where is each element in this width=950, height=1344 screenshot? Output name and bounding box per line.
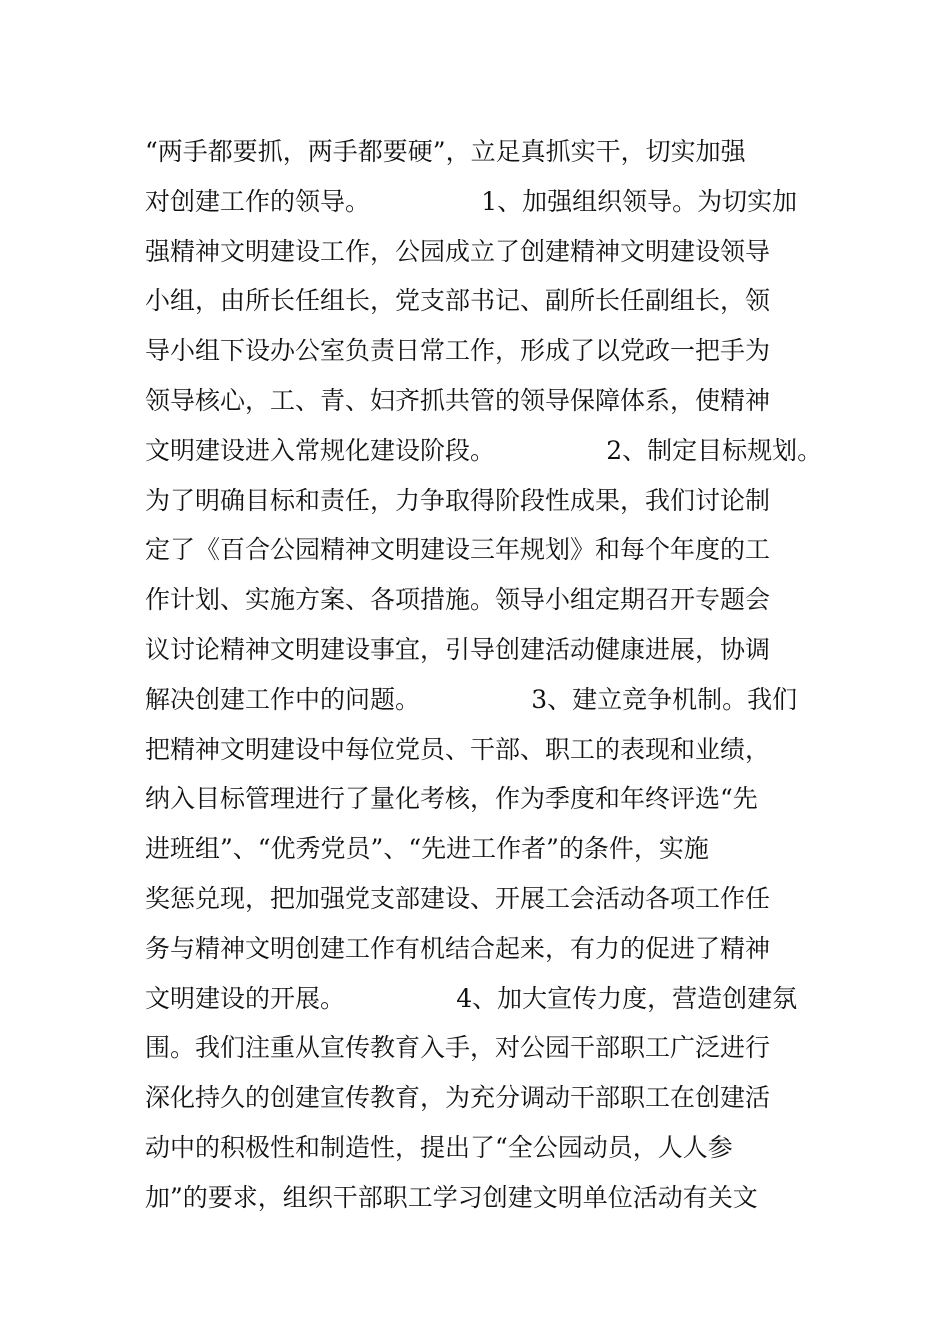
text-line: 文明建设的开展。 4、加大宣传力度，营造创建氛 [145,983,798,1013]
text-line: 奖惩兑现，把加强党支部建设、开展工会活动各项工作任 [145,883,771,913]
text-line: 议讨论精神文明建设事宜，引导创建活动健康进展，协调 [145,634,771,664]
text-line: 解决创建工作中的问题。 3、建立竞争机制。我们 [145,684,798,714]
text-line: 文明建设进入常规化建设阶段。 2、制定目标规划。 [145,435,823,465]
text-line: “两手都要抓，两手都要硬”，立足真抓实干，切实加强 [145,137,746,166]
text-line: 务与精神文明创建工作有机结合起来，有力的促进了精神 [145,933,771,963]
text-line: 对创建工作的领导。 1、加强组织领导。为切实加 [145,186,798,216]
text-line: 深化持久的创建宣传教育，为充分调动干部职工在创建活 [145,1083,771,1113]
text-line: 为了明确目标和责任，力争取得阶段性成果，我们讨论制 [145,485,771,515]
text-line: 小组，由所长任组长，党支部书记、副所长任副组长，领 [145,286,771,316]
text-line: 把精神文明建设中每位党员、干部、职工的表现和业绩， [145,734,771,764]
text-line: 强精神文明建设工作，公园成立了创建精神文明建设领导 [145,236,771,266]
text-line: 导小组下设办公室负责日常工作，形成了以党政一把手为 [145,336,771,366]
text-line: 围。我们注重从宣传教育入手，对公园干部职工广泛进行 [145,1033,771,1063]
body-text [145,127,845,1223]
text-line: 领导核心，工、青、妇齐抓共管的领导保障体系，使精神 [145,385,771,415]
text-line: 加”的要求，组织干部职工学习创建文明单位活动有关文 [145,1182,758,1212]
text-line: 定了《百合公园精神文明建设三年规划》和每个年度的工 [145,535,771,565]
text-line: 作计划、实施方案、各项措施。领导小组定期召开专题会 [145,585,771,615]
text-line: 动中的积极性和制造性，提出了“全公园动员，人人参 [145,1132,733,1162]
text-line: 纳入目标管理进行了量化考核，作为季度和年终评选“先 [145,784,758,814]
text-line: 进班组”、“优秀党员”、“先进工作者”的条件，实施 [145,834,709,864]
